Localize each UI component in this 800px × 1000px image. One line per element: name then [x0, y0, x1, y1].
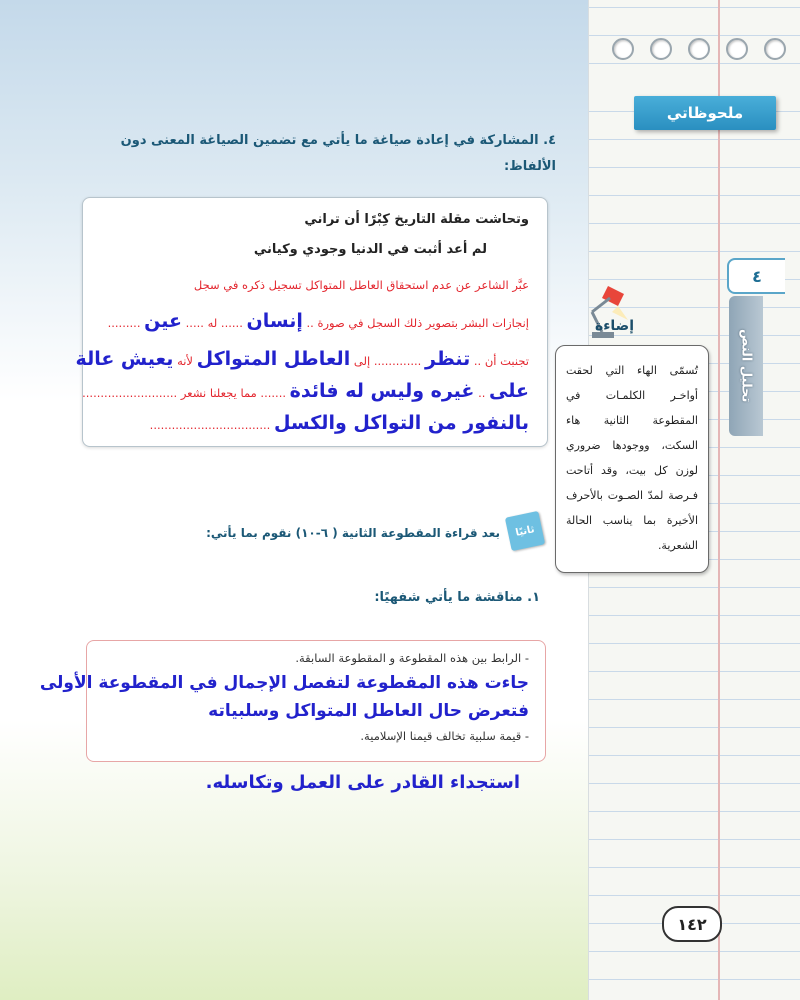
poem-line-1: وتحاشت مقلة التاريخ كِبْرًا أن تراني	[304, 212, 529, 227]
dotted-blank: ..........................	[82, 386, 178, 400]
handwritten-word: عين	[144, 310, 182, 332]
answer-line-1: عبَّر الشاعر عن عدم استحقاق العاطل المتواكل تسجيل ذكره في سجل	[193, 278, 529, 292]
dotted-blank: .................................	[149, 418, 271, 432]
answer-text: إنجازات البشر بتصوير ذلك السجل في صورة ..	[306, 316, 529, 330]
answer-line-3	[76, 348, 529, 370]
binder-hole-icon	[650, 38, 672, 60]
handwritten-word: العاطل المتواكل	[196, 348, 351, 370]
answer-line-2	[108, 310, 529, 332]
page-number: ١٤٢	[662, 906, 722, 942]
notes-title: ملحوظاتي	[634, 96, 776, 130]
binder-hole-icon	[612, 38, 634, 60]
handwritten-final-answer: استجداء القادر على العمل وتكاسله.	[205, 772, 520, 793]
section-badge: ثانيًا	[505, 511, 545, 551]
answer-line-4	[82, 380, 529, 402]
binder-hole-icon	[726, 38, 748, 60]
handwritten-word: بالنفور من التواكل والكسل	[273, 412, 529, 434]
handwritten-answer-2: فتعرض حال العاطل المتواكل وسلبياته	[208, 701, 529, 721]
binder-hole-icon	[688, 38, 710, 60]
side-label-tab	[729, 296, 763, 436]
dotted-blank: ..	[478, 386, 486, 400]
handwritten-word: على	[489, 380, 529, 402]
discussion-box	[39, 640, 546, 762]
dotted-blank: .........	[107, 316, 141, 330]
handwritten-word: إنسان	[246, 310, 303, 332]
side-label: تحليل النص	[738, 329, 754, 403]
answer-text: تجنبت أن ..	[473, 354, 529, 368]
poem-answer-box	[75, 197, 548, 447]
discussion-item-2: - قيمة سلبية تخالف قيمنا الإسلامية.	[360, 729, 529, 743]
discussion-item-1: - الرابط بين هذه المقطوعة و المقطوعة السابقة.	[295, 651, 529, 665]
answer-text: ...... له .....	[185, 316, 243, 330]
unit-number-tab: ٤	[727, 258, 785, 294]
answer-text: لأنه	[177, 354, 193, 368]
lamp-icon	[578, 282, 628, 344]
handwritten-word: غيره وليس له فائدة	[289, 380, 475, 402]
section-2-instruction: بعد قراءة المقطوعة الثانية ( ٦-١٠) نقوم بما يأتي:	[206, 526, 500, 540]
idaa-note-box: تُسمّى الهاء التي لحقت أواخـر الكلمـات في المقطوعة الثانية هاء السكت، ووجودها ضروري لوزن كل بيت، وقد أتاحت فـرصة لمدّ الصـوت بالأحرف الأخيرة بما يناسب الحالة الشعرية.	[555, 345, 709, 573]
binder-hole-icon	[764, 38, 786, 60]
answer-text: ............. إلى	[353, 354, 422, 368]
poem-line-2: لم أعد أثبت في الدنيا وجودي وكياني	[253, 242, 487, 257]
question-4: ٤. المشاركة في إعادة صياغة ما يأتي مع تضمين الصياغة المعنى دون الألفاظ:	[120, 133, 556, 174]
answer-line-5	[150, 412, 529, 434]
handwritten-answer-1: جاءت هذه المقطوعة لتفصل الإجمال في المقطوعة الأولى	[39, 673, 529, 693]
handwritten-word: تنظر	[425, 348, 471, 370]
idaa-title: إضاءة	[595, 318, 635, 334]
answer-text: ....... مما يجعلنا نشعر	[180, 386, 287, 400]
question-1: ١. مناقشة ما يأتي شفهيًا:	[374, 590, 540, 605]
notebook-margin-line	[718, 0, 720, 1000]
handwritten-word: يعيش عالة	[75, 348, 174, 370]
